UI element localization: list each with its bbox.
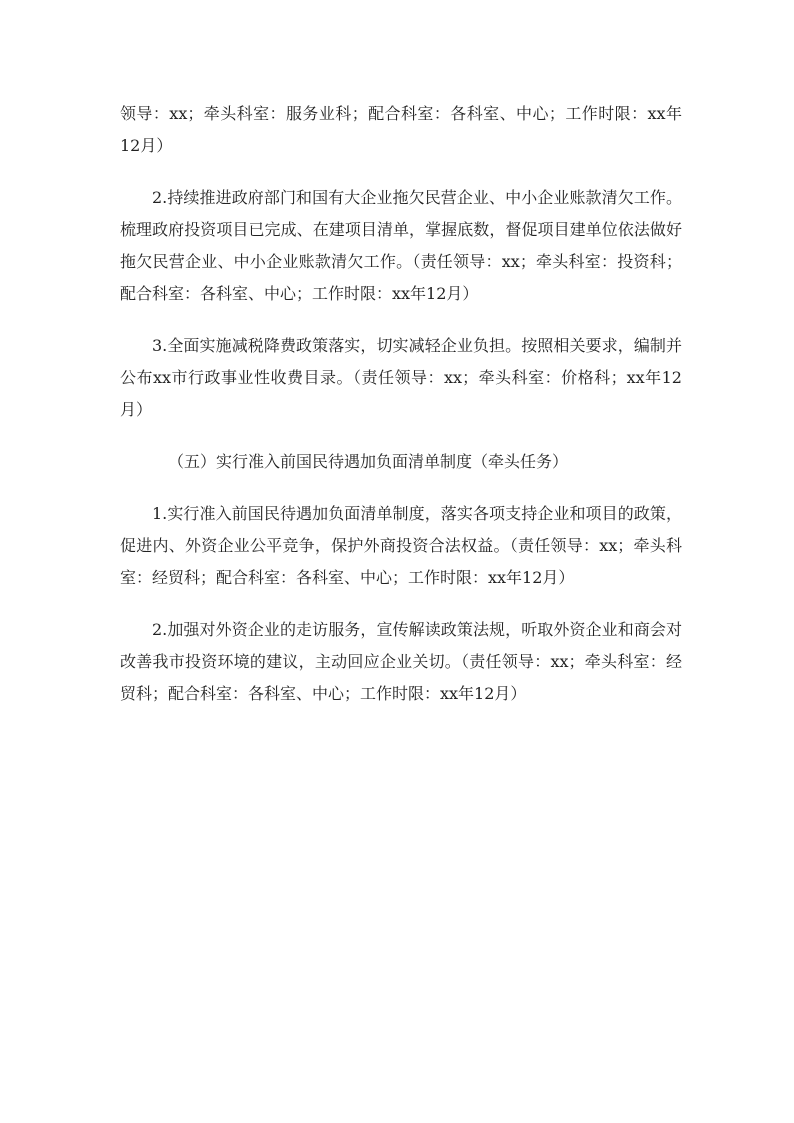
document-body — [120, 98, 682, 730]
paragraph-section-item-2-foreign-enterprise-visits: 2.加强对外资企业的走访服务，宣传解读政策法规，听取外资企业和商会对改善我市投资环境的建议，主动回应企业关切。（责任领导：xx；牵头科室：经贸科；配合科室：各科室、中心；工作时限：xx年12月） — [120, 620, 682, 703]
paragraph-item-3-tax-fee-reduction: 3.全面实施减税降费政策落实，切实减轻企业负担。按照相关要求，编制并公布xx市行政事业性收费目录。（责任领导：xx；牵头科室：价格科；xx年12月） — [120, 336, 682, 419]
paragraph-continued-responsibility: 领导：xx；牵头科室：服务业科；配合科室：各科室、中心；工作时限：xx年12月） — [120, 104, 682, 155]
paragraph-section-item-1-negative-list: 1.实行准入前国民待遇加负面清单制度，落实各项支持企业和项目的政策，促进内、外资企业公平竞争，保护外商投资合法权益。（责任领导：xx；牵头科室：经贸科；配合科室：各科室、中心；工作时限：xx年12月） — [120, 504, 682, 587]
paragraph-item-2-arrears-clearing: 2.持续推进政府部门和国有大企业拖欠民营企业、中小企业账款清欠工作。梳理政府投资项目已完成、在建项目清单，掌握底数，督促项目建单位依法做好拖欠民营企业、中小企业账款清欠工作。（责任领导：xx；牵头科室：投资科；配合科室：各科室、中心；工作时限：xx年12月） — [120, 188, 682, 303]
section-heading-negative-list: （五）实行准入前国民待遇加负面清单制度（牵头任务） — [168, 452, 569, 471]
